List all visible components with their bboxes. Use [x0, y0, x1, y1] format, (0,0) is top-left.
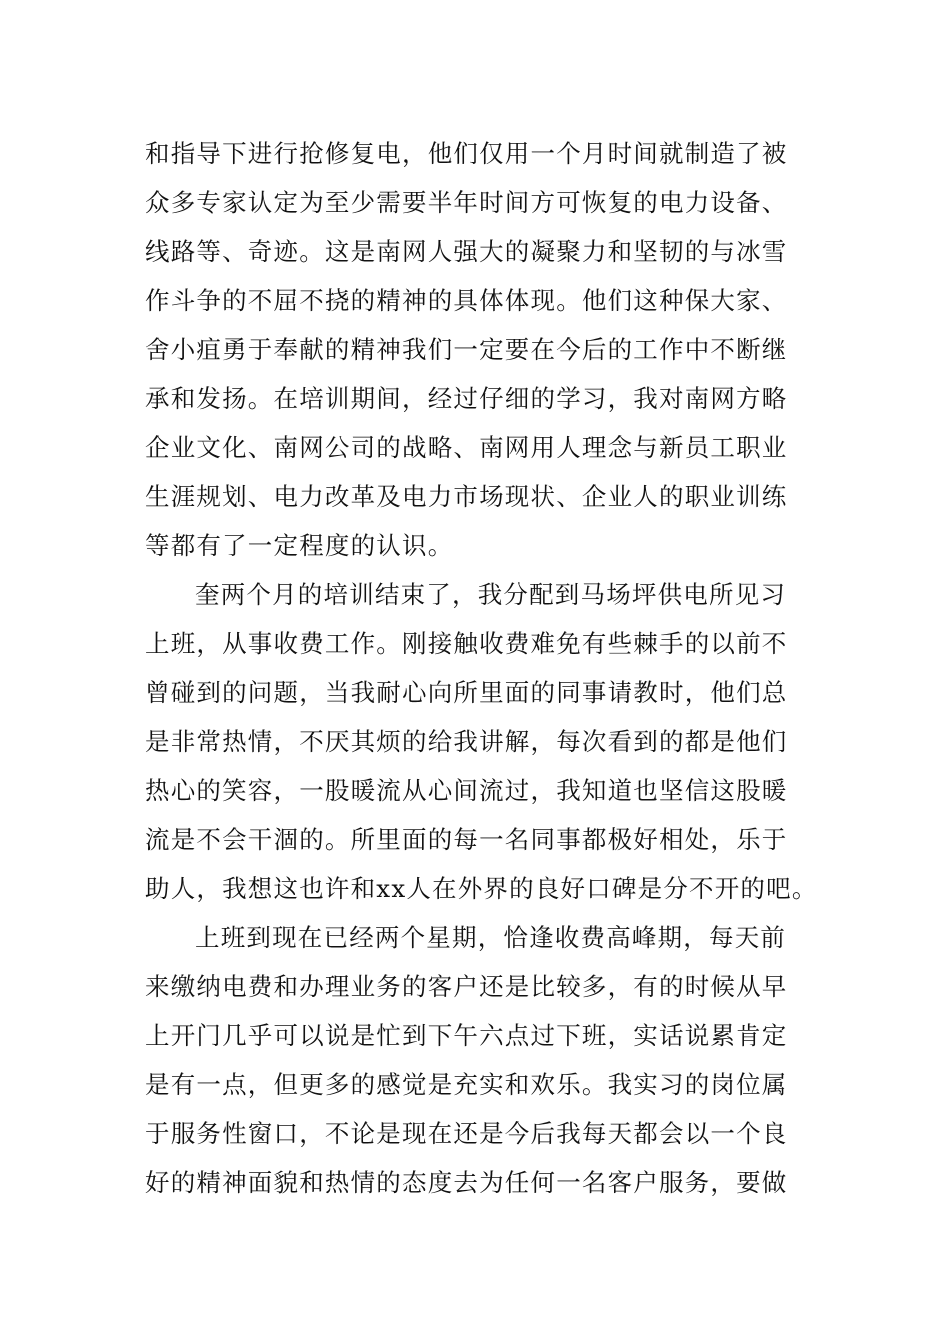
text-line: 好的精神面貌和热情的态度去为任何一名客户服务，要做	[145, 1168, 788, 1197]
text-line: 作斗争的不屈不挠的精神的具体体现。他们这种保大家、	[145, 286, 788, 315]
text-line: 是有一点，但更多的感觉是充实和欢乐。我实习的岗位属	[145, 1070, 788, 1099]
text-line: 等都有了一定程度的认识。	[145, 531, 454, 560]
text-line: 曾碰到的问题，当我耐心向所里面的同事请教时，他们总	[145, 678, 788, 707]
text-line-indented: 奎两个月的培训结束了，我分配到马场坪供电所见习	[195, 580, 787, 609]
text-line: 上开门几乎可以说是忙到下午六点过下班，实话说累肯定	[145, 1021, 788, 1050]
text-line: 流是不会干涸的。所里面的每一名同事都极好相处，乐于	[145, 825, 788, 854]
paragraph-3	[145, 913, 810, 1207]
text-line: 于服务性窗口，不论是现在还是今后我每天都会以一个良	[145, 1119, 788, 1148]
text-line: 线路等、奇迹。这是南网人强大的凝聚力和坚韧的与冰雪	[145, 237, 788, 266]
body-text	[145, 129, 818, 1207]
text-line: 舍小疽勇于奉献的精神我们一定要在今后的工作中不断继	[145, 335, 788, 364]
text-line: 众多专家认定为至少需要半年时间方可恢复的电力设备、	[145, 188, 788, 217]
text-line: 是非常热情，不厌其烦的给我讲解，每次看到的都是他们	[145, 727, 788, 756]
text-line-indented: 上班到现在已经两个星期，恰逢收费高峰期，每天前	[195, 923, 787, 952]
text-line: 生涯规划、电力改革及电力市场现状、企业人的职业训练	[145, 482, 788, 511]
text-line: 热心的笑容，一股暖流从心间流过，我知道也坚信这股暖	[145, 776, 788, 805]
text-line: 承和发扬。在培训期间，经过仔细的学习，我对南网方略	[145, 384, 788, 413]
text-line: 来缴纳电费和办理业务的客户还是比较多，有的时候从早	[145, 972, 788, 1001]
text-line: 上班，从事收费工作。刚接触收费难免有些棘手的以前不	[145, 629, 788, 658]
paragraph-2	[145, 570, 818, 913]
text-line: 和指导下进行抢修复电，他们仅用一个月时间就制造了被	[145, 139, 788, 168]
paragraph-1	[145, 129, 810, 570]
text-line: 企业文化、南网公司的战略、南网用人理念与新员工职业	[145, 433, 788, 462]
text-line: 助人，我想这也许和xx人在外界的良好口碑是分不开的吧。	[145, 874, 818, 903]
